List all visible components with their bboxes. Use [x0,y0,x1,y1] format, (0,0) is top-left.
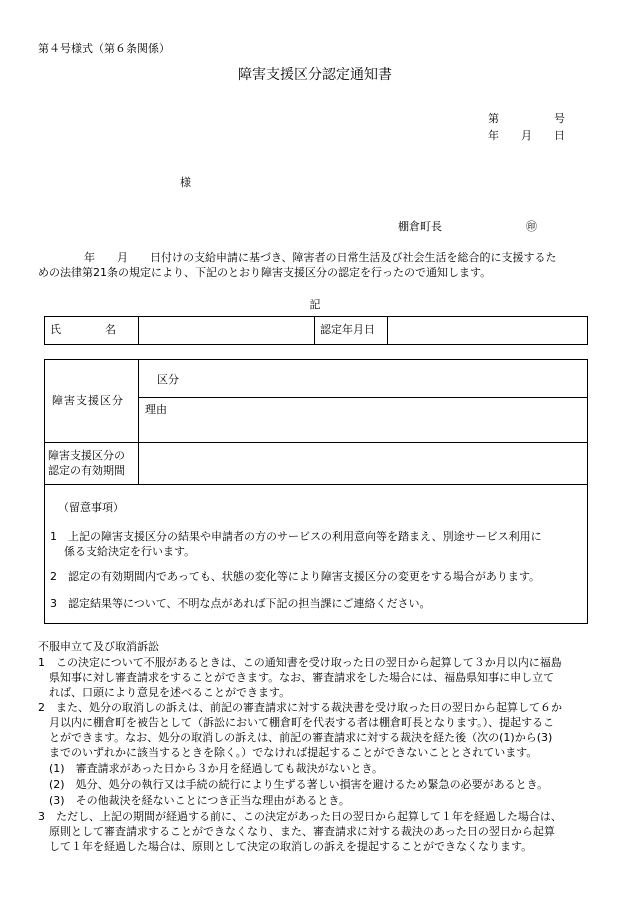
appeal-title: 不服申立て及び取消訴訟 [38,640,159,653]
appeal-line: までのいずれかに該当するときを除く。）でなければ提起することができないこととされています。 [38,746,538,759]
appeal-line: 2 また、処分の取消しの訴えは、前記の審査請求に対する裁決書を受け取った日の翌日から起算して６か [38,701,562,714]
issuer-name: 棚倉町長 [398,220,442,233]
appeal-line: (3) その他裁決を経ないことにつき正当な理由があるとき。 [38,794,350,807]
category-label: 障害支援区分 [52,394,124,407]
appeal-line: 原則として審査請求することができなくなり、また、審査請求に対する裁決のあった日の翌日から起算 [38,825,555,838]
note-item-continuation: 係る支給決定を行います。 [64,545,196,558]
intro-line-1: 年 月 日付けの支給申請に基づき、障害者の日常生活及び社会生活を総合的に支援するた [84,251,557,264]
appeal-line: 1 この決定について不服があるときは、この通知書を受け取った日の翌日から起算して３か月以内に福島 [38,656,562,669]
note-item: 3 認定結果等について、不明な点があれば下記の担当課にご連絡ください。 [50,597,431,610]
recipient-suffix: 様 [180,176,191,189]
note-item: 2 認定の有効期間内であっても、状態の変化等により障害支援区分の変更をする場合があります。 [50,570,541,583]
appeal-line: (2) 処分、処分の執行又は手続の続行により生ずる著しい損害を避けるため緊急の必要があるとき。 [38,778,549,791]
validity-period-label-1: 障害支援区分の [48,449,125,462]
category-sub-label: 区分 [157,373,179,386]
notes-title: （留意事項） [58,501,124,514]
document-title: 障害支援区分認定通知書 [238,67,392,83]
appeal-line: 3 ただし、上記の期間が経過する前に、この決定があった日の翌日から起算して１年を経過した場合は、 [38,810,562,823]
intro-line-2: めの法律第21条の規定により、下記のとおり障害支援区分の認定を行ったので通知します。 [38,265,492,279]
appeal-line: (1) 審査請求があった日から３か月を経過しても裁決がないとき。 [38,762,384,775]
form-number-label: 第４号様式（第６条関係） [38,42,170,55]
appeal-line: 月以内に棚倉町を被告として（訴訟において棚倉町を代表する者は棚倉町長となります。）、提起するこ [38,716,555,729]
appeal-line: 県知事に対し審査請求をすることができます。なお、審査請求をした場合には、福島県知事に申し立て [38,671,555,684]
validity-period-label-2: 認定の有効期間 [48,464,125,477]
certification-date-label: 認定年月日 [320,323,375,336]
appeal-line: して１年を経過した場合は、原則として決定の取消しの訴えを提起することができなくなります。 [38,840,533,853]
ki-heading: 記 [309,298,321,311]
document-date-field[interactable]: 年 月 日 [488,129,565,142]
appeal-line: とができます。なお、処分の取消しの訴えは、前記の審査請求に対する裁決を経た後（次の(1)から(3) [38,731,553,744]
note-item: 1 上記の障害支援区分の結果や申請者の方のサービスの利用意向等を踏まえ、別途サービス利用に [50,530,542,543]
document-number-field[interactable]: 第 号 [488,112,565,125]
intro-paragraph [38,251,596,281]
name-field[interactable] [142,323,310,339]
reason-sub-label: 理由 [145,403,167,416]
appeal-line: れば、口頭により意見を述べることができます。 [38,686,291,699]
name-label: 氏 名 [50,323,116,336]
certification-date-field[interactable] [391,323,583,339]
seal-mark: ㊞ [526,220,537,233]
